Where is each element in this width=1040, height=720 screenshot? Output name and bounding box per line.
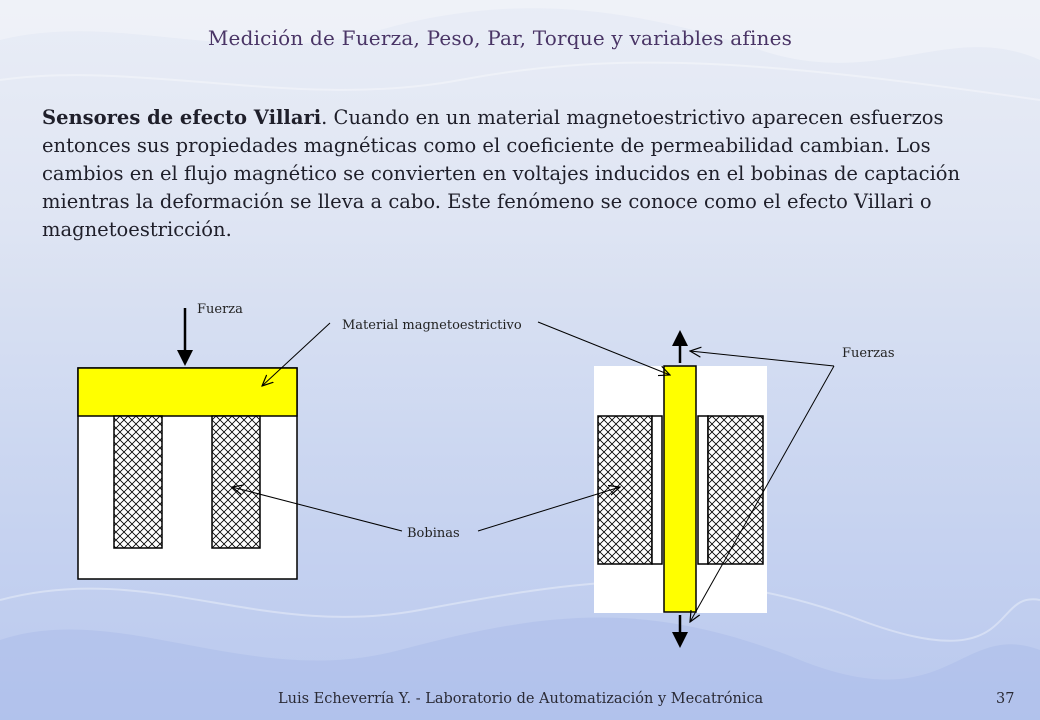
left-magnetostrictive-bar [78,368,297,416]
force-arrow-head [177,350,193,366]
paragraph-lead: Sensores de efecto Villari [42,106,322,129]
label-force: Fuerza [197,302,243,317]
forces-arrow-down-head [672,632,688,648]
label-forces: Fuerzas [842,346,895,361]
label-material: Material magnetoestrictivo [342,318,522,333]
left-coil-1 [114,416,162,548]
left-coil-2 [212,416,260,548]
paragraph-text: . Cuando en un material magnetoestrictivo aparecen esfuerzos entonces sus propiedades magnéticas como el coeficiente de permeabilidad cambian. Los cambios en el flujo magnético se convierten en voltajes inducidos en el bobinas de captación mientras la deformación se lleva a cabo. Este fenómeno se conoce como el efecto Villari o magnetoestricción. [42,106,961,241]
label-coils: Bobinas [407,526,460,541]
right-coil-left-inner [652,416,662,564]
right-sensor [594,330,767,648]
slide-title: Medición de Fuerza, Peso, Par, Torque y variables afines [207,26,793,50]
right-coil-left [598,416,652,564]
right-coil-right-inner [698,416,708,564]
right-magnetostrictive-rod [664,366,696,612]
page-number: 37 [996,691,1015,707]
footer-credit: Luis Echeverría Y. - Laboratorio de Automatización y Mecatrónica [278,691,764,707]
forces-arrow-up-head [672,330,688,346]
left-sensor [78,308,297,579]
leader-forces-top [690,351,834,366]
